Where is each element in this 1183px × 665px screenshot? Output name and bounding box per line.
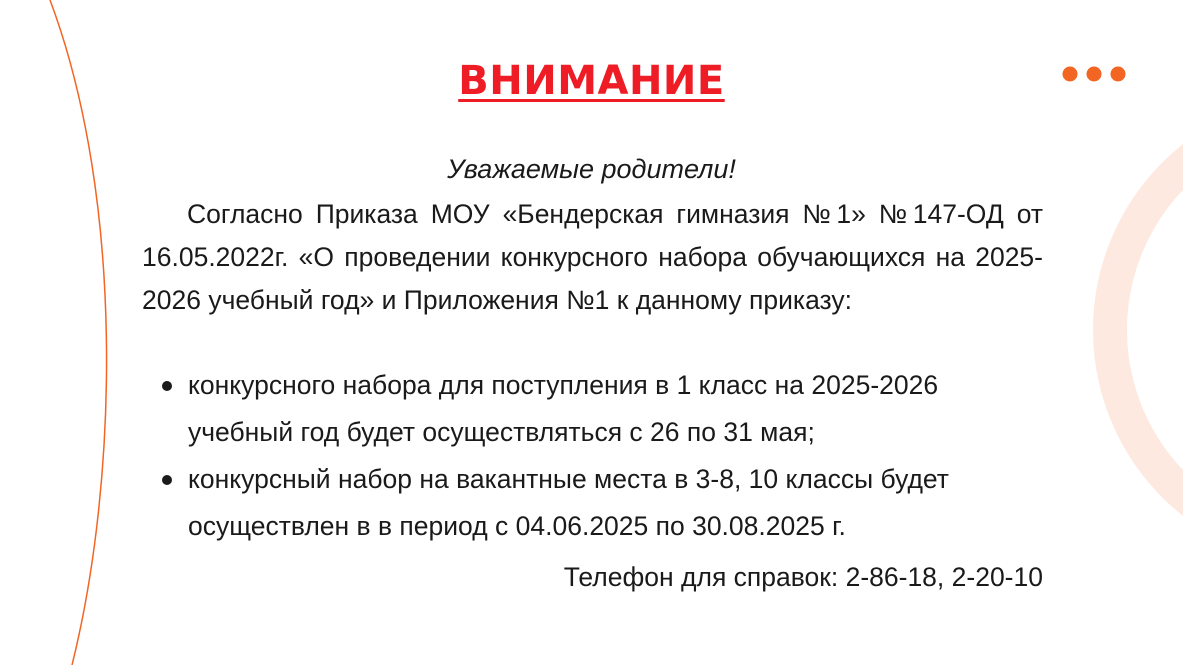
notice-bullet-list	[160, 362, 1045, 550]
phone-contact: Телефон для справок: 2-86-18, 2-20-10	[563, 562, 1043, 592]
notice-title: ВНИМАНИЕ	[458, 58, 725, 104]
bullet-text: конкурсного набора для поступления в 1 класс на 2025-2026 учебный год будет осуществляться с 26 по 31 мая;	[188, 370, 939, 447]
bullet-dot-icon	[162, 475, 172, 485]
notice-greeting: Уважаемые родители!	[447, 154, 736, 184]
bullet-dot-icon	[162, 381, 172, 391]
bullet-item	[160, 362, 1045, 456]
notice-paragraph: Согласно Приказа МОУ «Бендерская гимназия №1» №147-ОД от 16.05.2022г. «О проведении конкурсного набора обучающихся на 2025-2026 учебный год» и Приложения №1 к данному приказу:	[142, 199, 1043, 315]
bullet-text: конкурсный набор на вакантные места в 3-8, 10 классы будет осуществлен в в период с 04.06.2025 по 30.08.2025 г.	[188, 464, 949, 541]
bullet-item	[160, 456, 1045, 550]
